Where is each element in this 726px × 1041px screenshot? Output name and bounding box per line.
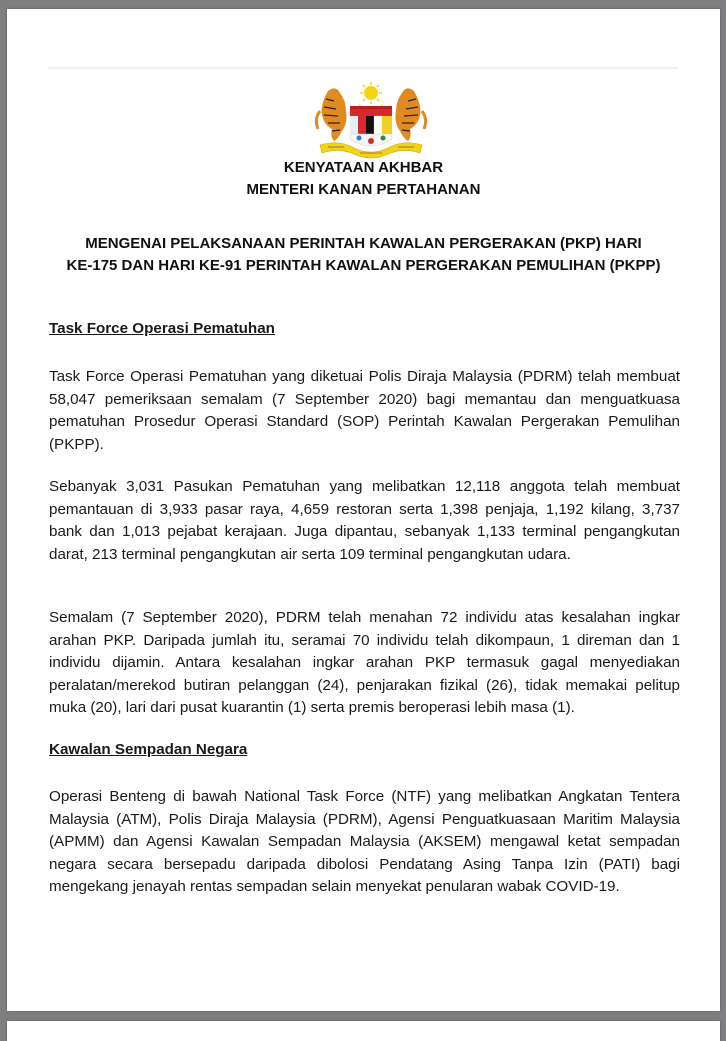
title-line-1: KENYATAAN AKHBAR [283,159,444,176]
paragraph-inspections: Task Force Operasi Pematuhan yang diketuai Polis Diraja Malaysia (PDRM) telah membuat 58,047 pemeriksaan semalam (7 September 2020) bagi memantau dan menguatkuasa pematuhan Prosedur Operasi Standard (SOP) Perintah Kawalan Pergerakan Pemulihan (PKPP). [49,368,680,453]
section-heading-task-force: Task Force Operasi Pematuhan [49,320,275,337]
header-rule [48,67,678,69]
paragraph-compliance-teams: Sebanyak 3,031 Pasukan Pematuhan yang melibatkan 12,118 anggota telah membuat pemantauan di 3,933 pasar raya, 4,659 restoran serta 1,398 penjaja, 1,192 kilang, 3,737 bank dan 1,013 pejabat kerajaan. Juga dipantau, sebanyak 1,133 terminal pengangkutan darat, 213 terminal pengangkutan air serta 109 terminal pengangkutan udara. [49,478,680,563]
subject-line-2: KE-175 DAN HARI KE-91 PERINTAH KAWALAN PERGERAKAN PEMULIHAN (PKPP) [66,257,661,274]
title-line-2: MENTERI KANAN PERTAHANAN [246,181,481,198]
press-release-title [7,157,720,201]
subject-line-1: MENGENAI PELAKSANAAN PERINTAH KAWALAN PERGERAKAN (PKP) HARI [85,235,642,252]
document-page[interactable] [7,9,720,1011]
press-release-subject [7,233,720,277]
section-heading-border-control: Kawalan Sempadan Negara [49,741,248,758]
paragraph-operasi-benteng: Operasi Benteng di bawah National Task Force (NTF) yang melibatkan Angkatan Tentera Malaysia (ATM), Polis Diraja Malaysia (PDRM), Agensi Penguatkuasaan Maritim Malaysia (APMM) dan Agensi Kawalan Sempadan Malaysia (AKSEM) mengawal ketat sempadan negara secara bersepadu daripada dibolosi Pendatang Asing Tanpa Izin (PATI) bagi mengekang jenayah rentas sempadan selain menyekat penularan wabak COVID-19. [49,788,680,896]
paragraph-arrests: Semalam (7 September 2020), PDRM telah menahan 72 individu atas kesalahan ingkar arahan PKP. Daripada jumlah itu, seramai 70 individu telah dikompaun, 1 direman dan 1 individu dijamin. Antara kesalahan ingkar arahan PKP termasuk gagal menyediakan peralatan/merekod butiran pelanggan (24), penjarakan fizikal (26), tidak memakai pelitup muka (20), lari dari pusat kuarantin (1) serta premis beroperasi lebih masa (1). [49,609,680,717]
next-document-page[interactable] [7,1021,720,1041]
coat-of-arms-icon [310,81,432,161]
